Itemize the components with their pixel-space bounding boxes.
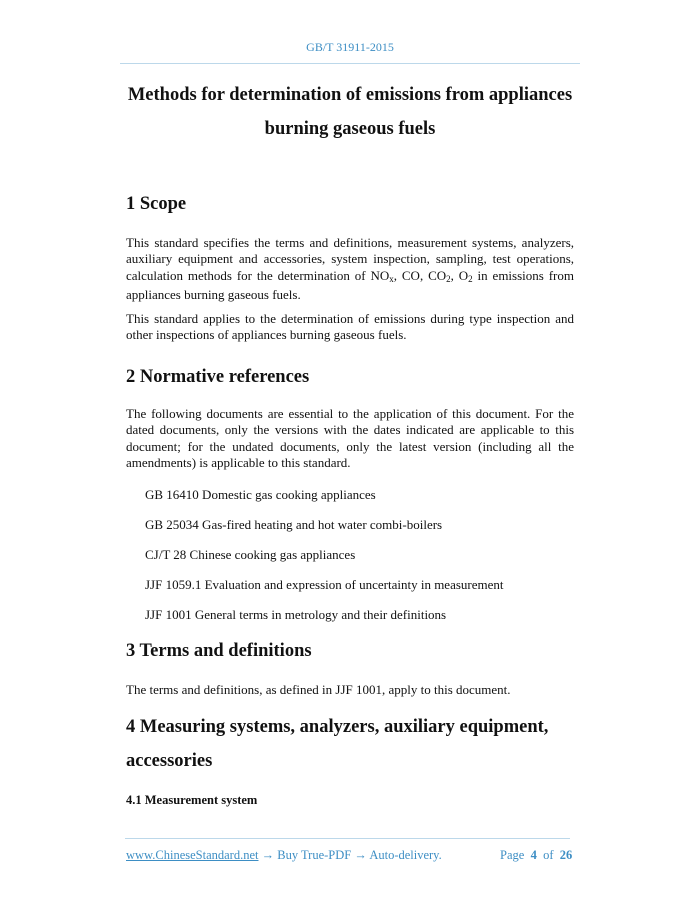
reference-item: JJF 1001 General terms in metrology and their definitions [145,607,447,622]
section-heading-terms: 3 Terms and definitions [126,641,312,661]
reference-item: GB 25034 Gas-fired heating and hot water combi-boilers [145,517,443,532]
arrow-right-icon: → [354,848,367,862]
terms-paragraph: The terms and definitions, as defined in JJF 1001, apply to this document. [126,682,511,697]
header-doc-id: GB/T 31911-2015 [306,40,394,54]
doc-title-line2: burning gaseous fuels [264,119,436,139]
section-heading-measuring-line2: accessories [126,751,213,771]
section-heading-scope: 1 Scope [126,194,187,214]
footer-divider [125,838,570,839]
reference-item: JJF 1059.1 Evaluation and expression of uncertainty in measurement [145,577,504,592]
subsection-heading-4-1: 4.1 Measurement system [126,793,258,807]
auto-delivery-text: Auto-delivery. [369,848,442,862]
scope-paragraph-1: This standard specifies the terms and definitions, measurement systems, analyzers, auxiliary equipment and accessories, system inspection, sampling, test operations, calculation methods for the determination of $NO_x$, CO, $CO_2$, $O_2$ in emissions from appliances burning gaseous fuels. [126,235,574,302]
page-number: Page 4 of 26 [500,848,573,862]
reference-item: CJ/T 28 Chinese cooking gas appliances [145,547,356,562]
website-link[interactable]: www.ChineseStandard.net [126,848,259,862]
doc-title-line1: Methods for determination of emissions from appliances [127,85,573,105]
header-divider [120,63,580,64]
reference-item: GB 16410 Domestic gas cooking appliances [145,487,376,502]
arrow-right-icon: → [261,848,275,862]
section-heading-normative: 2 Normative references [126,367,310,387]
footer-links [126,848,442,863]
normative-paragraph: The following documents are essential to the application of this document. For the dated documents, only the versions with the dates indicated are applicable to this document; for the undated documents, only the latest version (including all the amendments) is applicable to this standard. [126,406,574,470]
section-heading-measuring-line1: 4 Measuring systems, analyzers, auxiliary equipment, [126,717,549,737]
buy-pdf-text: Buy True-PDF [277,848,352,862]
scope-paragraph-2: This standard applies to the determination of emissions during type inspection and other inspections of appliances burning gaseous fuels. [126,311,574,343]
